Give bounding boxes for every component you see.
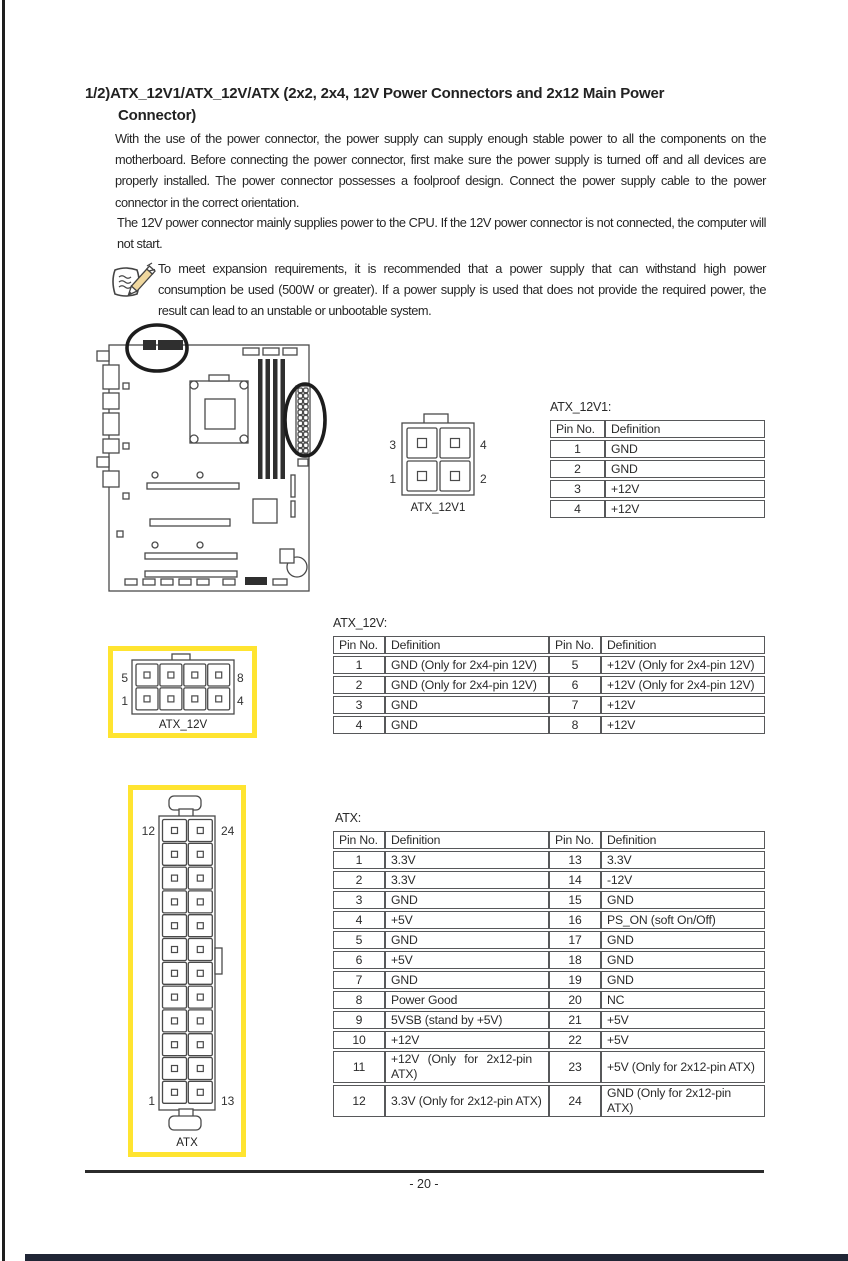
table-cell: 7 [549, 696, 601, 714]
pin-label: 1 [389, 472, 396, 486]
connector-pin-cell [298, 432, 303, 437]
connector-pin-cell [298, 421, 303, 426]
table-cell: +12V (Only for 2x4-pin 12V) [601, 656, 765, 674]
heading-index: 1/2) [85, 85, 111, 102]
table-cell: GND (Only for 2x4-pin 12V) [385, 656, 549, 674]
connector-pin-cell [298, 399, 303, 404]
table-cell: +12V [601, 716, 765, 734]
table-cell: 15 [549, 891, 601, 909]
connector-label: ATX_12V1 [410, 502, 466, 514]
connector-pin [197, 1018, 203, 1024]
table-cell: GND [601, 931, 765, 949]
table-cell: 8 [333, 991, 385, 1009]
table-cell: +5V [385, 911, 549, 929]
table-cell: 1 [333, 656, 385, 674]
table-cell: 12 [333, 1085, 385, 1117]
connector-pin-cell [298, 394, 303, 399]
table-cell: 23 [549, 1051, 601, 1083]
connector-pin [144, 696, 150, 702]
table-row [333, 971, 765, 989]
connector-pin [172, 1042, 178, 1048]
table-cell: +12V (Only for 2x4-pin 12V) [601, 676, 765, 694]
table-cell: NC [601, 991, 765, 1009]
connector-pin [172, 970, 178, 976]
column-header: Definition [605, 420, 765, 438]
table-cell: 2 [333, 676, 385, 694]
table-cell: 3.3V (Only for 2x12-pin ATX) [385, 1085, 549, 1117]
table-cell: 18 [549, 951, 601, 969]
pin-label: 12 [141, 824, 155, 838]
connector-pin [172, 1066, 178, 1072]
connector-pin [172, 923, 178, 929]
connector-pin [197, 970, 203, 976]
connector-pin-cell [304, 427, 309, 432]
table-cell: 2 [333, 871, 385, 889]
table-cell: +5V (Only for 2x12-pin ATX) [601, 1051, 765, 1083]
connector-pin [197, 875, 203, 881]
table-cell: 20 [549, 991, 601, 1009]
connector-pin-cell [304, 394, 309, 399]
table-cell: 3.3V [385, 871, 549, 889]
table-cell: GND [601, 951, 765, 969]
table-cell: 5 [333, 931, 385, 949]
pin-label: 4 [237, 694, 244, 708]
connector-pin [197, 947, 203, 953]
connector-pin [172, 875, 178, 881]
page-title [85, 84, 790, 126]
connector-pin-cell [304, 405, 309, 410]
table-cell: 22 [549, 1031, 601, 1049]
table-cell: 8 [549, 716, 601, 734]
connector-pin [451, 439, 460, 448]
table-cell: 6 [333, 951, 385, 969]
pin-label: 13 [221, 1094, 235, 1108]
connector-pin-cell [304, 438, 309, 443]
table-cell: 13 [549, 851, 601, 869]
table-cell: Power Good [385, 991, 549, 1009]
connector-pin [172, 851, 178, 857]
connector-pin-cell [298, 427, 303, 432]
connector-pin-cell [298, 443, 303, 448]
connector-pin [197, 828, 203, 834]
atx-12v-pin-table [333, 634, 765, 736]
connector-pin-cell [298, 405, 303, 410]
connector-pin-cell [298, 438, 303, 443]
table-row [550, 440, 765, 458]
motherboard-diagram [95, 323, 335, 605]
connector-label: ATX_12V [158, 719, 208, 731]
table-cell: 3 [550, 480, 605, 498]
table-cell: 5VSB (stand by +5V) [385, 1011, 549, 1029]
table-row [333, 1085, 765, 1117]
table-row [333, 931, 765, 949]
connector-pin-cell [304, 449, 309, 454]
connector-pin [197, 1066, 203, 1072]
connector-pin [197, 994, 203, 1000]
connector-pin [418, 439, 427, 448]
table-cell: GND [385, 696, 549, 714]
pin-label: 1 [148, 1094, 155, 1108]
table-cell: 1 [333, 851, 385, 869]
connector-pin-cell [304, 399, 309, 404]
table-row [333, 696, 765, 714]
table-row [550, 480, 765, 498]
atx-12v-highlight-box [108, 646, 257, 738]
page-bottom-border [25, 1254, 848, 1261]
cpu-power-connector [143, 340, 183, 350]
atx-12v-connector-diagram [113, 651, 252, 733]
column-header: Pin No. [333, 831, 385, 849]
connector-pin [197, 899, 203, 905]
table-cell: 7 [333, 971, 385, 989]
table-cell: +12V (Only for 2x12-pin ATX) [385, 1051, 549, 1083]
table-cell: 11 [333, 1051, 385, 1083]
footer-divider [85, 1170, 764, 1173]
atx-12v1-connector-diagram [381, 406, 493, 516]
connector-pin-cell [304, 416, 309, 421]
column-header: Definition [601, 636, 765, 654]
connector-pin [451, 472, 460, 481]
heading-text-line2: Connector) [118, 107, 196, 124]
atx-12v-table-title: ATX_12V: [333, 616, 387, 630]
cpu-socket [190, 375, 248, 443]
table-row [550, 460, 765, 478]
table-cell: 6 [549, 676, 601, 694]
heading-text-line1: ATX_12V1/ATX_12V/ATX (2x2, 2x4, 12V Power Connectors and 2x12 Main Power [110, 85, 665, 102]
table-cell: +5V [385, 951, 549, 969]
table-row [333, 951, 765, 969]
table-cell: 17 [549, 931, 601, 949]
atx-pin-table [333, 829, 765, 1119]
table-cell: 10 [333, 1031, 385, 1049]
page-left-border [2, 0, 5, 1261]
table-row [333, 1011, 765, 1029]
connector-pin-cell [304, 421, 309, 426]
connector-pin-cell [298, 388, 303, 393]
table-cell: 3.3V [601, 851, 765, 869]
table-row [333, 891, 765, 909]
column-header: Definition [601, 831, 765, 849]
table-cell: 3 [333, 891, 385, 909]
table-cell: 14 [549, 871, 601, 889]
connector-pin-cell [304, 388, 309, 393]
table-row [333, 871, 765, 889]
chipset [253, 499, 277, 523]
table-cell: +12V [385, 1031, 549, 1049]
connector-pin [197, 923, 203, 929]
table-cell: +12V [605, 500, 765, 518]
table-row [333, 911, 765, 929]
pin-label: 2 [480, 472, 487, 486]
connector-pin [144, 672, 150, 678]
table-cell: 5 [549, 656, 601, 674]
table-cell: GND [385, 931, 549, 949]
table-cell: GND [385, 716, 549, 734]
connector-pin [172, 1018, 178, 1024]
connector-pin [168, 672, 174, 678]
connector-pin [192, 696, 198, 702]
pin-label: 8 [237, 671, 244, 685]
paragraph-12v: The 12V power connector mainly supplies power to the CPU. If the 12V power connector is not connected, the computer will not start. [117, 215, 766, 252]
connector-pin [168, 696, 174, 702]
connector-pin-cell [304, 443, 309, 448]
note-pencil-icon [108, 260, 156, 306]
table-cell: 1 [550, 440, 605, 458]
atx-12v1-pin-table [550, 418, 765, 520]
connector-pin [172, 828, 178, 834]
table-cell: GND [385, 971, 549, 989]
connector-pin-cell [304, 432, 309, 437]
column-header: Definition [385, 831, 549, 849]
table-cell: GND [385, 891, 549, 909]
table-cell: 4 [550, 500, 605, 518]
connector-pin [216, 672, 222, 678]
connector-pin [172, 947, 178, 953]
connector-pin [172, 994, 178, 1000]
table-cell: GND [605, 440, 765, 458]
table-row [333, 1031, 765, 1049]
table-cell: PS_ON (soft On/Off) [601, 911, 765, 929]
connector-pin [172, 1089, 178, 1095]
page-number: - 20 - [409, 1177, 439, 1191]
table-cell: +5V [601, 1011, 765, 1029]
table-cell: GND (Only for 2x4-pin 12V) [385, 676, 549, 694]
connector-pin-cell [298, 416, 303, 421]
atx-12v1-table-title: ATX_12V1: [550, 400, 612, 414]
connector-pin-cell [298, 410, 303, 415]
pin-label: 5 [121, 671, 128, 685]
table-cell: 2 [550, 460, 605, 478]
table-row [333, 656, 765, 674]
table-cell: +12V [605, 480, 765, 498]
table-row [333, 991, 765, 1009]
column-header: Definition [385, 636, 549, 654]
note-text: To meet expansion requirements, it is recommended that a power supply that can withstand high power consumption be used (500W or greater). If a power supply is used that does not provide the required power, the result can lead to an unstable or unbootable system. [158, 261, 766, 319]
pin-label: 4 [480, 438, 487, 452]
column-header: Pin No. [549, 831, 601, 849]
table-cell: GND [601, 891, 765, 909]
table-row [550, 500, 765, 518]
column-header: Pin No. [549, 636, 601, 654]
table-cell: 4 [333, 716, 385, 734]
fan-headers [243, 348, 297, 355]
table-cell: GND [601, 971, 765, 989]
table-cell: 9 [333, 1011, 385, 1029]
table-row [333, 676, 765, 694]
pin-label: 1 [121, 694, 128, 708]
connector-pin [418, 472, 427, 481]
paragraph-intro: With the use of the power connector, the power supply can supply enough stable power to all the components on the motherboard. Before connecting the power connector, first make sure the power supply is turned off and all devices are properly installed. The power connector possesses a foolproof design. Connect the power supply cable to the power connector in the correct orientation. [115, 131, 766, 210]
table-cell: 16 [549, 911, 601, 929]
pin-label: 3 [389, 438, 396, 452]
column-header: Pin No. [550, 420, 605, 438]
table-cell: 4 [333, 911, 385, 929]
table-cell: +5V [601, 1031, 765, 1049]
connector-pin [197, 851, 203, 857]
connector-pin [172, 899, 178, 905]
table-cell: +12V [601, 696, 765, 714]
table-cell: GND [605, 460, 765, 478]
connector-pin [216, 696, 222, 702]
table-row [333, 716, 765, 734]
connector-pin [197, 1042, 203, 1048]
atx-connector-diagram [133, 790, 241, 1152]
table-cell: GND (Only for 2x12-pin ATX) [601, 1085, 765, 1117]
connector-pin-cell [304, 410, 309, 415]
table-cell: 3 [333, 696, 385, 714]
table-row [333, 851, 765, 869]
table-row [333, 1051, 765, 1083]
table-cell: 24 [549, 1085, 601, 1117]
atx-table-title: ATX: [335, 811, 362, 825]
connector-pin [192, 672, 198, 678]
pin-label: 24 [221, 824, 235, 838]
connector-label: ATX [176, 1137, 198, 1149]
connector-pin [197, 1089, 203, 1095]
column-header: Pin No. [333, 636, 385, 654]
table-cell: 3.3V [385, 851, 549, 869]
table-cell: -12V [601, 871, 765, 889]
table-cell: 21 [549, 1011, 601, 1029]
table-cell: 19 [549, 971, 601, 989]
atx-highlight-box [128, 785, 246, 1157]
